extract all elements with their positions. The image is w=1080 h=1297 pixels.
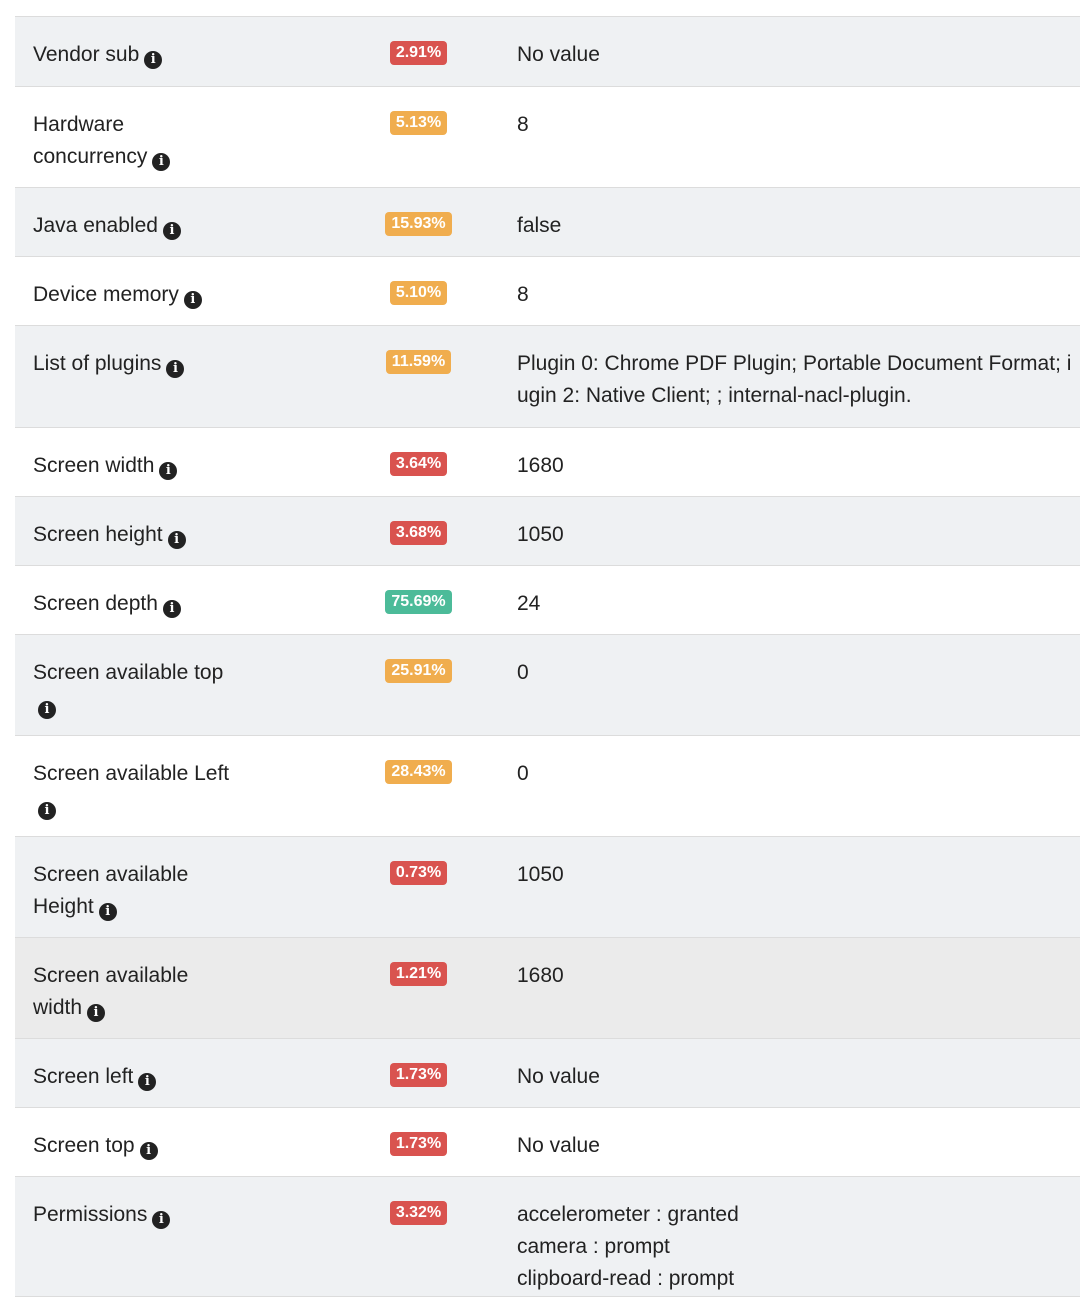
similarity-badge: 1.73% bbox=[390, 1132, 447, 1156]
similarity-badge: 28.43% bbox=[385, 760, 451, 784]
attribute-cell bbox=[15, 428, 320, 496]
percentage-cell bbox=[320, 635, 517, 735]
value-cell: 8 bbox=[517, 283, 529, 306]
similarity-badge: 15.93% bbox=[385, 212, 451, 236]
attribute-label: List of plugins bbox=[33, 352, 162, 375]
value-cell: 1680 bbox=[517, 454, 564, 477]
value-cell: 1680 bbox=[517, 964, 564, 987]
attribute-label: Screen available Left bbox=[33, 762, 230, 785]
similarity-badge: 11.59% bbox=[386, 350, 451, 374]
info-icon[interactable]: i bbox=[184, 291, 202, 309]
percentage-cell bbox=[320, 188, 517, 256]
table-row bbox=[15, 428, 1080, 497]
table-row bbox=[15, 17, 1080, 87]
attribute-cell bbox=[15, 1177, 320, 1296]
value-cell: Plugin 0: Chrome PDF Plugin; Portable Document Format; i ugin 2: Native Client; ; internal-nacl-plugin. bbox=[517, 352, 1072, 407]
info-icon[interactable]: i bbox=[38, 802, 56, 820]
attribute-label: Screen available top bbox=[33, 661, 224, 684]
fingerprint-attributes-table bbox=[15, 16, 1080, 1297]
attribute-cell bbox=[15, 497, 320, 565]
value-cell: No value bbox=[517, 1134, 600, 1157]
percentage-cell bbox=[320, 736, 517, 836]
percentage-cell bbox=[320, 257, 517, 325]
info-icon[interactable]: i bbox=[87, 1004, 105, 1022]
attribute-label: Java enabled bbox=[33, 214, 158, 237]
similarity-badge: 75.69% bbox=[385, 590, 451, 614]
attribute-label: Screen left bbox=[33, 1065, 134, 1088]
similarity-badge: 5.13% bbox=[390, 111, 447, 135]
percentage-cell bbox=[320, 837, 517, 937]
table-row bbox=[15, 736, 1080, 837]
similarity-badge: 1.73% bbox=[390, 1063, 447, 1087]
attribute-label: Screen height bbox=[33, 523, 163, 546]
table-row bbox=[15, 87, 1080, 188]
attribute-label: Screen width bbox=[33, 454, 155, 477]
similarity-badge: 2.91% bbox=[390, 41, 447, 65]
table-row bbox=[15, 566, 1080, 635]
percentage-cell bbox=[320, 566, 517, 634]
table-row bbox=[15, 635, 1080, 736]
info-icon[interactable]: i bbox=[144, 51, 162, 69]
info-icon[interactable]: i bbox=[168, 531, 186, 549]
attribute-cell bbox=[15, 87, 320, 187]
table-row bbox=[15, 1177, 1080, 1297]
percentage-cell bbox=[320, 1108, 517, 1176]
info-icon[interactable]: i bbox=[152, 1211, 170, 1229]
percentage-cell bbox=[320, 497, 517, 565]
value-cell: accelerometer : granted camera : prompt clipboard-read : prompt bbox=[517, 1203, 739, 1290]
info-icon[interactable]: i bbox=[163, 222, 181, 240]
similarity-badge: 5.10% bbox=[390, 281, 447, 305]
attribute-cell bbox=[15, 736, 320, 836]
attribute-cell bbox=[15, 566, 320, 634]
attribute-cell bbox=[15, 635, 320, 735]
attribute-label: Screen available Height bbox=[33, 863, 189, 918]
value-cell: 0 bbox=[517, 661, 529, 684]
info-icon[interactable]: i bbox=[138, 1073, 156, 1091]
attribute-cell bbox=[15, 837, 320, 937]
attribute-label: Vendor sub bbox=[33, 43, 140, 66]
value-cell: No value bbox=[517, 43, 600, 66]
table-row bbox=[15, 1039, 1080, 1108]
percentage-cell bbox=[320, 938, 517, 1038]
attribute-cell bbox=[15, 188, 320, 256]
value-cell: 0 bbox=[517, 762, 529, 785]
value-cell: 8 bbox=[517, 113, 529, 136]
value-cell: false bbox=[517, 214, 562, 237]
info-icon[interactable]: i bbox=[38, 701, 56, 719]
attribute-label: Device memory bbox=[33, 283, 179, 306]
table-row bbox=[15, 938, 1080, 1039]
attribute-cell bbox=[15, 17, 320, 86]
percentage-cell bbox=[320, 1039, 517, 1107]
percentage-cell bbox=[320, 87, 517, 187]
attribute-label: Permissions bbox=[33, 1203, 148, 1226]
attribute-cell bbox=[15, 326, 320, 427]
value-cell: 1050 bbox=[517, 523, 564, 546]
value-cell: No value bbox=[517, 1065, 600, 1088]
table-row bbox=[15, 1108, 1080, 1177]
table-row bbox=[15, 188, 1080, 257]
attribute-cell bbox=[15, 938, 320, 1038]
info-icon[interactable]: i bbox=[99, 903, 117, 921]
attribute-label: Screen depth bbox=[33, 592, 158, 615]
percentage-cell bbox=[320, 326, 517, 427]
value-cell: 24 bbox=[517, 592, 541, 615]
similarity-badge: 1.21% bbox=[390, 962, 447, 986]
table-row bbox=[15, 497, 1080, 566]
info-icon[interactable]: i bbox=[166, 360, 184, 378]
similarity-badge: 25.91% bbox=[385, 659, 451, 683]
attribute-cell bbox=[15, 1108, 320, 1176]
info-icon[interactable]: i bbox=[152, 153, 170, 171]
similarity-badge: 3.32% bbox=[390, 1201, 447, 1225]
info-icon[interactable]: i bbox=[159, 462, 177, 480]
attribute-label: Hardware concurrency bbox=[33, 113, 148, 168]
info-icon[interactable]: i bbox=[140, 1142, 158, 1160]
table-row bbox=[15, 257, 1080, 326]
value-cell: 1050 bbox=[517, 863, 564, 886]
attribute-label: Screen top bbox=[33, 1134, 135, 1157]
table-row bbox=[15, 326, 1080, 428]
similarity-badge: 3.64% bbox=[390, 452, 447, 476]
percentage-cell bbox=[320, 428, 517, 496]
attribute-cell bbox=[15, 257, 320, 325]
similarity-badge: 3.68% bbox=[390, 521, 447, 545]
percentage-cell bbox=[320, 17, 517, 86]
info-icon[interactable]: i bbox=[163, 600, 181, 618]
percentage-cell bbox=[320, 1177, 517, 1296]
similarity-badge: 0.73% bbox=[390, 861, 447, 885]
attribute-cell bbox=[15, 1039, 320, 1107]
table-row bbox=[15, 837, 1080, 938]
attribute-label: Screen available width bbox=[33, 964, 189, 1019]
